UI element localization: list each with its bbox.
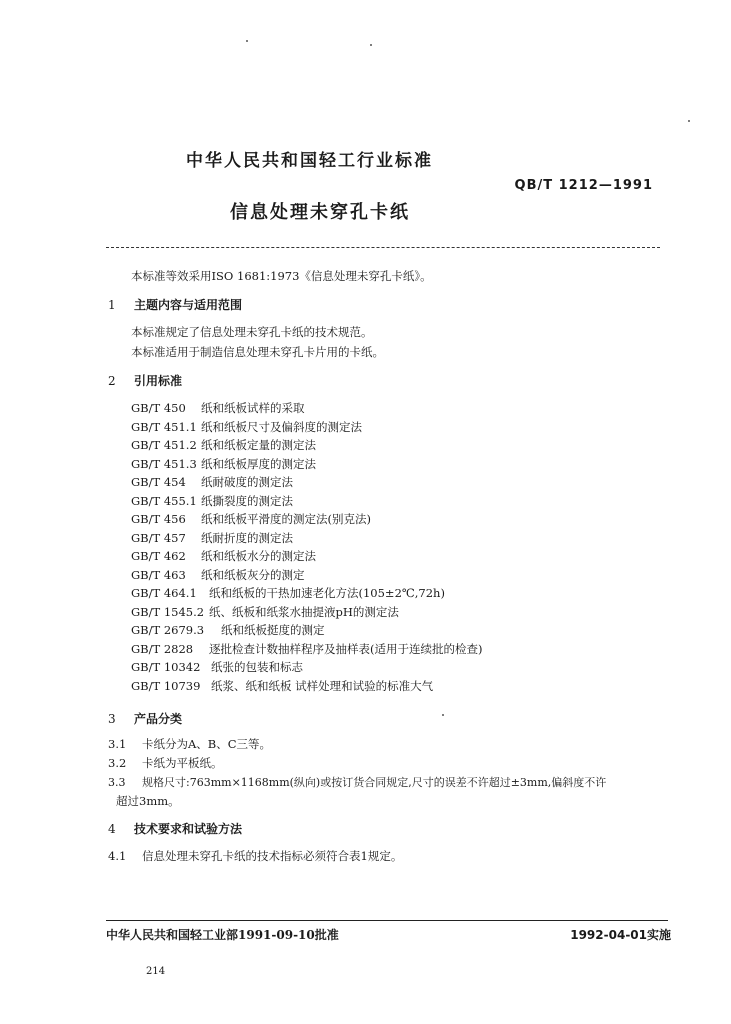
reference-title: 纸耐折度的测定法 — [201, 530, 293, 545]
page-number: 214 — [146, 966, 166, 977]
reference-title: 纸张的包装和标志 — [211, 660, 303, 674]
reference-item — [131, 437, 316, 453]
reference-title: 纸耐破度的测定法 — [201, 475, 293, 489]
clause-number: 3.2 — [108, 756, 127, 770]
reference-title: 纸和纸板水分的测定法 — [201, 549, 316, 563]
reference-item — [131, 548, 316, 564]
reference-title: 纸和纸板厚度的测定法 — [201, 456, 316, 471]
section-1-line-2: 本标准适用于制造信息处理未穿孔卡片用的卡纸。 — [131, 345, 384, 359]
intro-paragraph: 本标准等效采用ISO 1681:1973《信息处理未穿孔卡纸》。 — [131, 269, 432, 283]
reference-title: 纸和纸板尺寸及偏斜度的测定法 — [201, 419, 362, 434]
clause-text: 卡纸分为A、B、C三等。 — [142, 737, 272, 751]
header-divider — [106, 247, 660, 248]
clause-4-1 — [108, 848, 402, 864]
footer-divider — [106, 920, 668, 921]
section-1-line-1: 本标准规定了信息处理未穿孔卡纸的技术规范。 — [131, 325, 373, 339]
reference-item — [131, 493, 293, 509]
section-3-heading — [108, 710, 182, 727]
clause-3-2 — [108, 755, 223, 771]
reference-item — [131, 400, 305, 416]
reference-item — [131, 678, 433, 694]
section-1-heading — [108, 296, 242, 313]
reference-title: 纸和纸板定量的测定法 — [201, 438, 316, 452]
reference-title: 纸和纸板平滑度的测定法(别克法) — [201, 512, 371, 526]
reference-item — [131, 604, 399, 620]
reference-code: GB/T 1545.2 — [131, 604, 205, 619]
reference-title: 逐批检查计数抽样程序及抽样表(适用于连续批的检查) — [209, 641, 483, 656]
clause-text: 信息处理未穿孔卡纸的技术指标必须符合表1规定。 — [142, 849, 403, 863]
reference-code: GB/T 455.1 — [131, 493, 197, 508]
clause-text: 卡纸为平板纸。 — [142, 756, 223, 770]
reference-item — [131, 511, 371, 527]
reference-code: GB/T 457 — [131, 530, 186, 545]
reference-item — [131, 419, 362, 435]
reference-item — [131, 567, 305, 583]
scan-speck — [370, 44, 372, 46]
implementation-date: 1992-04-01实施 — [570, 928, 671, 942]
issuer-heading: 中华人民共和国轻工行业标准 — [186, 151, 433, 171]
reference-item — [131, 659, 303, 675]
section-3-number: 3 — [108, 712, 116, 726]
scan-speck — [442, 714, 444, 716]
section-4-heading — [108, 820, 242, 837]
reference-code: GB/T 2828 — [131, 641, 194, 656]
reference-code: GB/T 451.1 — [131, 419, 197, 434]
clause-3-3-continuation: 超过3mm。 — [116, 794, 180, 808]
standard-number: QB/T 1212—1991 — [514, 178, 653, 193]
reference-title: 纸和纸板的干热加速老化方法(105±2℃,72h) — [209, 586, 445, 600]
reference-title: 纸、纸板和纸浆水抽提液pH的测定法 — [209, 604, 399, 619]
reference-item — [131, 622, 325, 638]
section-2-heading — [108, 372, 182, 389]
reference-item — [131, 474, 293, 490]
scan-speck — [246, 40, 248, 42]
clause-number: 3.1 — [108, 737, 127, 751]
reference-code: GB/T 451.3 — [131, 456, 197, 471]
section-1-title: 主题内容与适用范围 — [134, 298, 243, 312]
reference-code: GB/T 454 — [131, 475, 186, 489]
reference-code: GB/T 464.1 — [131, 586, 197, 600]
reference-code: GB/T 456 — [131, 512, 186, 526]
reference-code: GB/T 2679.3 — [131, 623, 205, 637]
reference-code: GB/T 462 — [131, 549, 186, 563]
reference-item — [131, 585, 445, 601]
reference-item — [131, 530, 293, 546]
clause-3-3 — [108, 774, 606, 790]
reference-title: 纸和纸板试样的采取 — [201, 401, 305, 415]
reference-title: 纸和纸板挺度的测定 — [221, 623, 325, 637]
section-4-number: 4 — [108, 822, 116, 836]
clause-number: 4.1 — [108, 849, 127, 863]
reference-item — [131, 456, 316, 472]
section-1-number: 1 — [108, 298, 116, 312]
reference-code: GB/T 10342 — [131, 660, 201, 674]
approval-line: 中华人民共和国轻工业部1991-09-10批准 — [106, 928, 339, 942]
clause-number: 3.3 — [108, 776, 126, 789]
reference-code: GB/T 463 — [131, 567, 186, 582]
section-2-number: 2 — [108, 374, 116, 388]
section-3-title: 产品分类 — [134, 712, 183, 726]
reference-code: GB/T 451.2 — [131, 438, 197, 452]
reference-item — [131, 641, 482, 657]
reference-code: GB/T 10739 — [131, 678, 201, 693]
clause-3-1 — [108, 736, 271, 752]
scan-speck — [688, 120, 690, 122]
reference-title: 纸撕裂度的测定法 — [201, 493, 293, 508]
reference-title: 纸和纸板灰分的测定 — [201, 567, 305, 582]
document-title: 信息处理未穿孔卡纸 — [230, 202, 410, 223]
section-4-title: 技术要求和试验方法 — [134, 822, 243, 836]
reference-code: GB/T 450 — [131, 401, 186, 415]
section-2-title: 引用标准 — [134, 374, 183, 388]
clause-text: 规格尺寸:763mm×1168mm(纵向)或按订货合同规定,尺寸的误差不许超过±3mm,偏斜度不许 — [142, 776, 607, 789]
reference-title: 纸浆、纸和纸板 试样处理和试验的标准大气 — [211, 678, 434, 693]
